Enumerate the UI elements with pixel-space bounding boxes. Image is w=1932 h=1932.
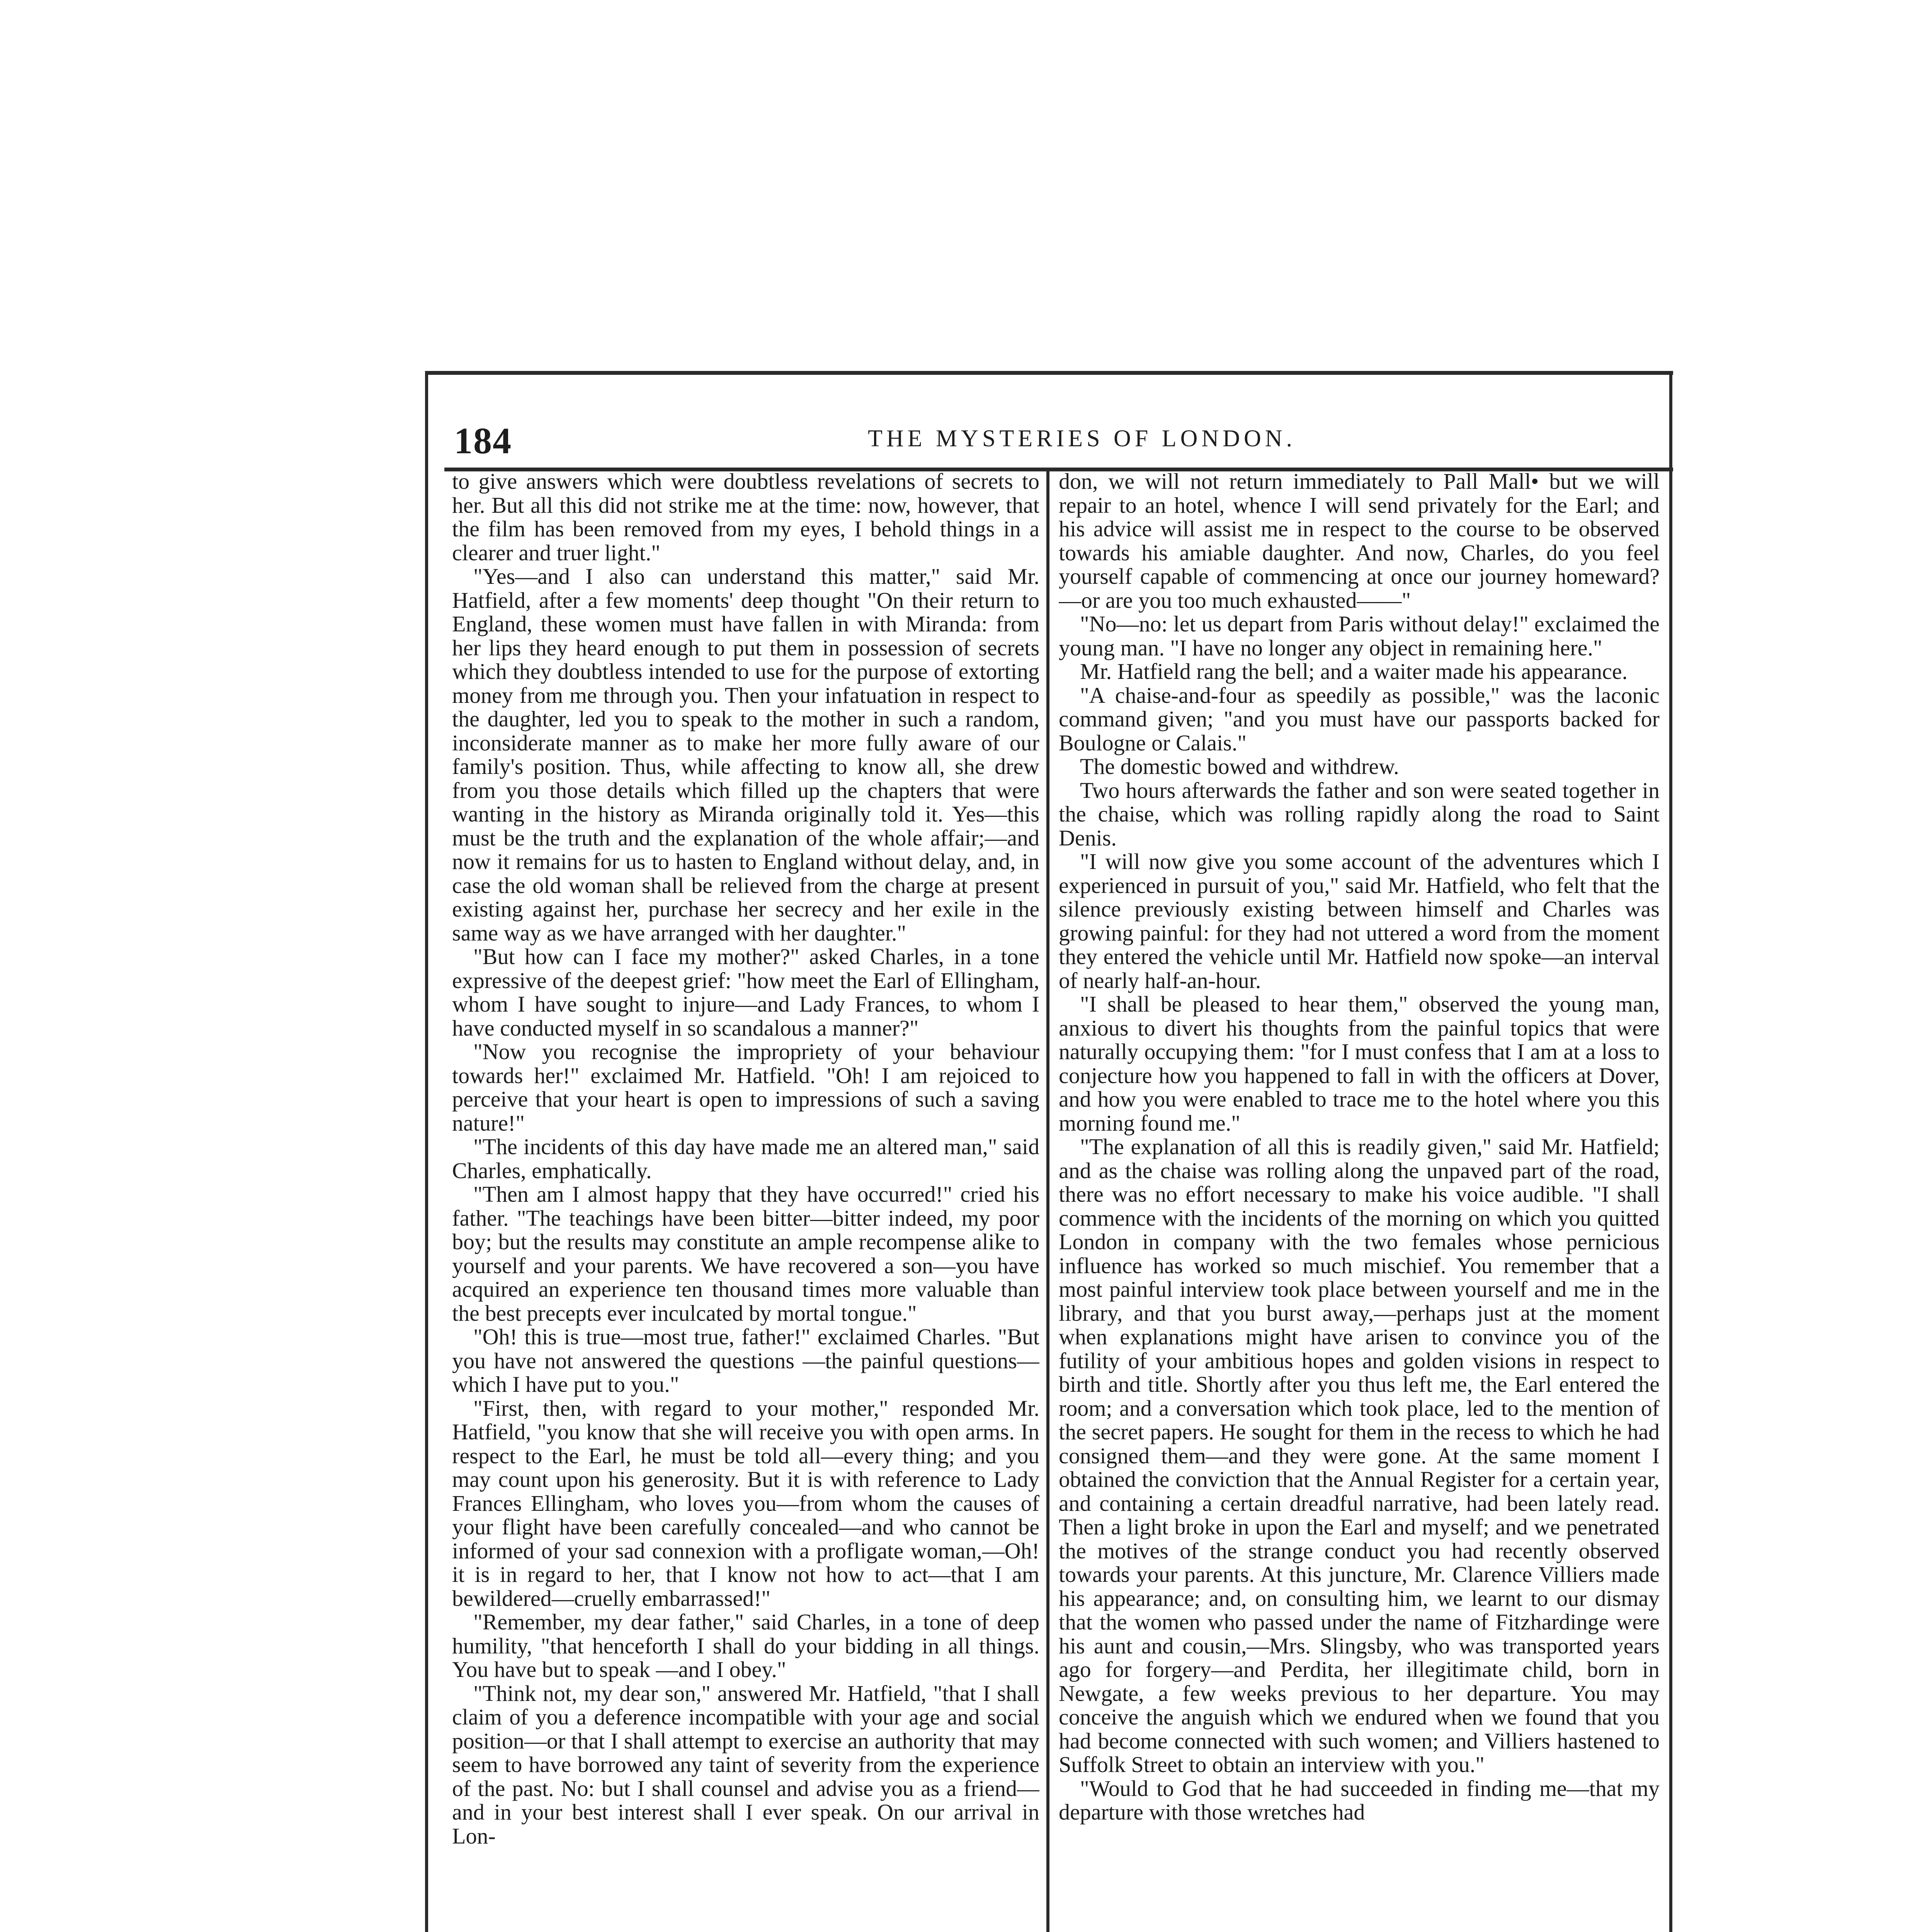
frame-right-rule	[1669, 371, 1672, 1932]
paragraph: "The incidents of this day have made me an altered man," said Charles, emphatically.	[452, 1134, 1039, 1183]
paragraph: "The explanation of all this is readily given," said Mr. Hatfield; and as the chaise was rolling along the unpaved part of the road, there was no effort necessary to make his voice audible. "I shall commence with the incidents of the morning on which you quitted London in company with the two females whose pernicious influence has worked so much mischief. You remember that a most painful interview took place between yourself and me in the library, and that you burst away,—perhaps just at the moment when explanations might have arisen to convince you of the futility of your ambitious hopes and golden visions in respect to birth and title. Shortly after you thus left me, the Earl entered the room; and a conversation which took place, led to the mention of the secret papers. He sought for them in the recess to which he had consigned them—and they were gone. At the same moment I obtained the conviction that the Annual Register for a certain year, and containing a certain dreadful narrative, had been lately read. Then a light broke in upon the Earl and myself; and we penetrated the motives of the strange conduct you had recently observed towards your parents. At this juncture, Mr. Clarence Villiers made his appearance; and, on consulting him, we learnt to our dismay that the women who passed under the name of Fitzhardinge were his aunt and cousin,—Mrs. Slingsby, who was transported years ago for forgery—and Perdita, her illegitimate child, born in Newgate, a few weeks previous to her departure. You may conceive the anguish which we endured when we found that you had become connected with such women; and Villiers hastened to Suffolk Street to obtain an interview with you."	[1059, 1134, 1660, 1777]
paragraph: "Would to God that he had succeeded in finding me—that my departure with those wretches had	[1059, 1776, 1660, 1825]
paragraph: don, we will not return immediately to Pall Mall• but we will repair to an hotel, whence I will send privately for the Earl; and his advice will assist me in respect to the course to be observed towards his amiable daughter. And now, Charles, do you feel yourself capable of commencing at once our journey homeward?—or are you too much exhausted——"	[1059, 469, 1660, 613]
frame-top-rule	[425, 371, 1673, 375]
paragraph: The domestic bowed and withdrew.	[1080, 754, 1399, 779]
frame-left-rule	[425, 371, 428, 1932]
paragraph: "No—no: let us depart from Paris without delay!" exclaimed the young man. "I have no longer any object in remaining here."	[1059, 611, 1660, 660]
paragraph: "Remember, my dear father," said Charles, in a tone of deep humility, "that henceforth I shall do your bidding in all things. You have but to speak —and I obey."	[452, 1609, 1039, 1682]
paragraph: Two hours afterwards the father and son were seated together in the chaise, which was rolling rapidly along the road to Saint Denis.	[1059, 777, 1660, 850]
right-text-column	[1059, 469, 1660, 1932]
left-text-column	[452, 469, 1039, 1932]
paragraph: "Yes—and I also can understand this matter," said Mr. Hatfield, after a few moments' deep thought "On their return to England, these women must have fallen in with Miranda: from her lips they heard enough to put them in possession of secrets which they doubtless intended to use for the purpose of extorting money from me through you. Then your infatuation in respect to the daughter, led you to speak to the mother in such a random, inconsiderate manner as to make her more fully aware of our family's position. Thus, while affecting to know all, she drew from you those details which filled up the chapters that were wanting in the history as Miranda originally told it. Yes—this must be the truth and the explanation of the whole affair;—and now it remains for us to hasten to England without delay, and, in case the old woman shall be relieved from the charge at present existing against her, purchase her secrecy and her exile in the same way as we have arranged with her daughter."	[452, 564, 1039, 946]
paragraph: "Then am I almost happy that they have occurred!" cried his father. "The teachings have been bitter—bitter indeed, my poor boy; but the results may constitute an ample recompense alike to yourself and your parents. We have recovered a son—you have acquired an experience ten thousand times more valuable than the best precepts ever inculcated by mortal tongue."	[452, 1182, 1039, 1326]
paragraph: "Think not, my dear son," answered Mr. Hatfield, "that I shall claim of you a deference incompatible with your age and social position—or that I shall attempt to exercise an authority that may seem to have borrowed any taint of severity from the experience of the past. No: but I shall counsel and advise you as a friend—and in your best interest shall I ever speak. On our arrival in Lon-	[452, 1680, 1039, 1849]
paragraph: to give answers which were doubtless revelations of secrets to her. But all this did not strike me at the time: now, however, that the film has been removed from my eyes, I behold things in a clearer and truer light."	[452, 469, 1039, 565]
paragraph: "I will now give you some account of the adventures which I experienced in pursuit of you," said Mr. Hatfield, who felt that the silence previously existing between himself and Charles was growing painful: for they had not uttered a word from the moment they entered the vehicle until Mr. Hatfield now spoke—an interval of nearly half-an-hour.	[1059, 849, 1660, 993]
paragraph: Mr. Hatfield rang the bell; and a waiter made his appearance.	[1080, 659, 1628, 684]
paragraph: "Oh! this is true—most true, father!" exclaimed Charles. "But you have not answered the questions —the painful questions—which I have put to you."	[452, 1324, 1039, 1397]
paragraph: "First, then, with regard to your mother," responded Mr. Hatfield, "you know that she will receive you with open arms. In respect to the Earl, he must be told all—every thing; and you may count upon his generosity. But it is with reference to Lady Frances Ellingham, who loves you—from whom the causes of your flight have been carefully concealed—and who cannot be informed of your sad connexion with a profligate woman,—Oh! it is in regard to her, that I know not how to act—that I am bewildered—cruelly embarrassed!"	[452, 1395, 1039, 1611]
paragraph: "But how can I face my mother?" asked Charles, in a tone expressive of the deepest grief: "how meet the Earl of Ellingham, whom I have sought to injure—and Lady Frances, to whom I have conducted myself in so scandalous a manner?"	[452, 944, 1039, 1041]
page-number: 184	[454, 420, 512, 461]
paragraph: "A chaise-and-four as speedily as possible," was the laconic command given; "and you must have our passports backed for Boulogne or Calais."	[1059, 682, 1660, 755]
column-divider	[1046, 471, 1049, 1932]
running-title: THE MYSTERIES OF LONDON.	[868, 425, 1296, 452]
paragraph: "I shall be pleased to hear them," observed the young man, anxious to divert his thoughts from the painful topics that were naturally occupying them: "for I must confess that I am at a loss to conjecture how you happened to fall in with the officers at Dover, and how you were enabled to trace me to the hotel where you this morning found me."	[1059, 992, 1660, 1136]
paragraph: "Now you recognise the impropriety of your behaviour towards her!" exclaimed Mr. Hatfield. "Oh! I am rejoiced to perceive that your heart is open to impressions of such a saving nature!"	[452, 1039, 1039, 1136]
